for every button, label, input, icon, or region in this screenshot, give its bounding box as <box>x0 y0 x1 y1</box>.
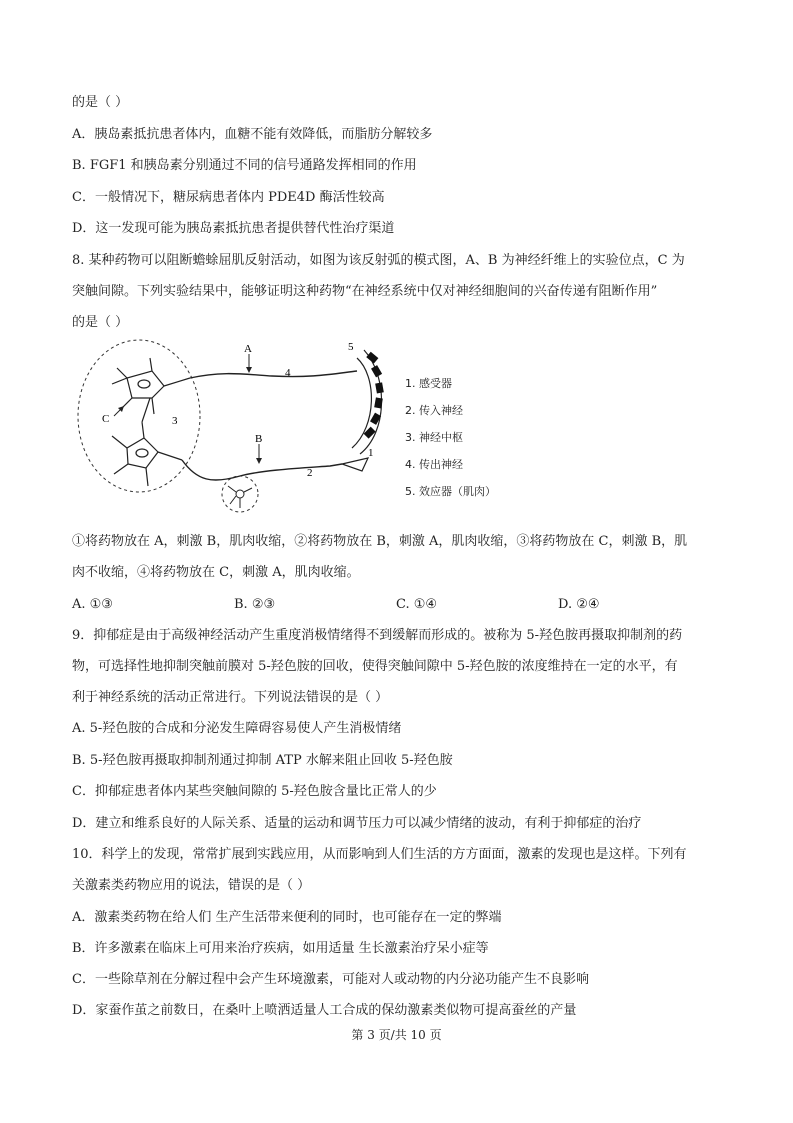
legend-item-2: 2. 传入神经 <box>405 404 463 417</box>
label-b: B <box>255 433 263 445</box>
label-5: 5 <box>348 341 354 353</box>
q8-stem-line2: 突触间隙。下列实验结果中，能够证明这种药物“在神经系统中仅对神经细胞间的兴奋传递有阻断作用” <box>72 284 658 299</box>
q9-option-a: A. 5-羟色胺的合成和分泌发生障碍容易使人产生消极情绪 <box>72 721 402 736</box>
lower-neuron <box>112 398 182 486</box>
q7-option-b: B. FGF1 和胰岛素分别通过不同的信号通路发挥相同的作用 <box>72 158 417 173</box>
q8-conditions-line1: ①将药物放在 A，刺激 B，肌肉收缩，②将药物放在 B，刺激 A，肌肉收缩，③将药物放在 C，刺激 B，肌 <box>72 534 688 549</box>
q9-option-b: B. 5-羟色胺再摄取抑制剂通过抑制 ATP 水解来阻止回收 5-羟色胺 <box>72 753 453 768</box>
legend-item-3: 3. 神经中枢 <box>405 431 463 444</box>
effector-muscle <box>352 350 384 454</box>
q10-option-a: A．激素类药物在给人们 生产生活带来便利的同时，也可能存在一定的弊端 <box>72 910 502 925</box>
nerve-center-ellipse <box>78 340 200 492</box>
q7-option-d: D．这一发现可能为胰岛素抵抗患者提供替代性治疗渠道 <box>72 221 395 236</box>
label-c: C <box>102 413 110 425</box>
q10-option-d: D．家蚕作茧之前数日，在桑叶上喷洒适量人工合成的保幼激素类似物可提高蚕丝的产量 <box>72 1003 577 1018</box>
q9-stem-line2: 物，可选择性地抑制突触前膜对 5-羟色胺的回收，使得突触间隙中 5-羟色胺的浓度维持在一定的水平，有 <box>72 659 678 674</box>
q9-option-d: D．建立和维系良好的人际关系、适量的运动和调节压力可以减少情绪的波动，有利于抑郁症的治疗 <box>72 816 642 831</box>
label-4: 4 <box>285 367 291 379</box>
q10-stem-line2: 关激素类药物应用的说法，错误的是（ ） <box>72 878 311 893</box>
q9-stem-line1: 9．抑郁症是由于高级神经活动产生重度消极情绪得不到缓解而形成的。被称为 5-羟色胺再摄取抑制剂的药 <box>72 628 683 643</box>
q7-option-a: A．胰岛素抵抗患者体内，血糖不能有效降低，而脂肪分解较多 <box>72 127 433 142</box>
afferent-nerve-line <box>182 460 342 480</box>
efferent-nerve-line <box>190 371 357 378</box>
ganglion-neuron <box>228 486 252 508</box>
q10-option-c: C．一些除草剂在分解过程中会产生环境激素，可能对人或动物的内分泌功能产生不良影响 <box>72 972 589 987</box>
q8-stem-line3: 的是（ ） <box>72 315 129 330</box>
legend-item-5: 5. 效应器（肌肉） <box>405 485 496 498</box>
q7-stem-tail: 的是（ ） <box>72 95 129 110</box>
q7-option-c: C．一般情况下，糖尿病患者体内 PDE4D 酶活性较高 <box>72 190 385 205</box>
q9-stem-line3: 利于神经系统的活动正常进行。下列说法错误的是（ ） <box>72 690 389 705</box>
q8-conditions-line2: 肉不收缩，④将药物放在 C，刺激 A，肌肉收缩。 <box>72 565 360 580</box>
q9-option-c: C．抑郁症患者体内某些突触间隙的 5-羟色胺含量比正常人的少 <box>72 784 437 799</box>
label-a: A <box>244 343 252 355</box>
q8-option-b: B. ②③ <box>234 597 276 612</box>
label-2: 2 <box>307 467 313 479</box>
legend-item-1: 1. 感受器 <box>405 377 452 390</box>
q10-option-b: B．许多激素在临床上可用来治疗疾病，如用适量 生长激素治疗呆小症等 <box>72 941 489 956</box>
upper-neuron <box>112 358 190 414</box>
q8-stem-line1: 8. 某种药物可以阻断蟾蜍屈肌反射活动，如图为该反射弧的模式图，A、B 为神经纤维上的实验位点，C 为 <box>72 253 685 268</box>
q8-option-a: A. ①③ <box>72 597 113 612</box>
label-3: 3 <box>172 415 178 427</box>
q10-stem-line1: 10．科学上的发现，常常扩展到实践应用，从而影响到人们生活的方方面面，激素的发现也是这样。下列有 <box>72 847 687 862</box>
receptor-shape <box>342 458 368 471</box>
q8-options-row <box>72 596 732 614</box>
label-1: 1 <box>368 447 374 459</box>
legend-item-4: 4. 传出神经 <box>405 458 463 471</box>
q8-option-c: C. ①④ <box>396 597 438 612</box>
page-footer: 第 3 页/共 10 页 <box>351 1028 442 1042</box>
reflex-arc-diagram <box>72 336 402 516</box>
q8-option-d: D. ②④ <box>558 597 600 612</box>
